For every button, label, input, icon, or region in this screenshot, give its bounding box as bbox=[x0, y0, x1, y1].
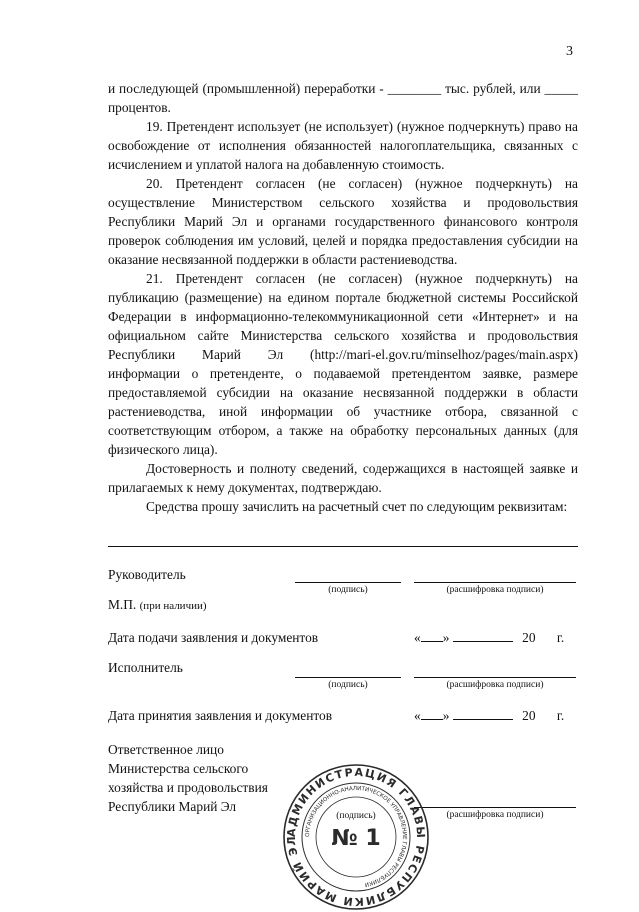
paragraph-continuation: и последующей (промышленной) переработки - ________ тыс. рублей, или _____ процентов. bbox=[108, 81, 578, 115]
head-decoding-caption: (расшифровка подписи) bbox=[446, 585, 544, 595]
day-blank[interactable] bbox=[421, 708, 443, 720]
day-blank[interactable] bbox=[421, 630, 443, 642]
paragraph-20-inspection-consent: 20. Претендент согласен (не согласен) (нужное подчеркнуть) на осуществление Министерством сельского хозяйства и продовольствия Республики Марий Эл и органами государственного финансового контроля проверок соблюдения им условий, целей и порядка предоставления субсидии на оказание несвязанной поддержки в области растениеводства. bbox=[108, 176, 578, 267]
date-open-quote: « bbox=[414, 630, 421, 645]
paragraph-19-vat-exemption: 19. Претендент использует (не использует) (нужное подчеркнуть) право на освобождение от исполнения обязанностей налогоплательщика, связанных с исчислением и уплатой налога на добавленную стоимость. bbox=[108, 119, 578, 172]
paragraph-bank-account-request: Средства прошу зачислить на расчетный счет по следующим реквизитам: bbox=[146, 499, 568, 514]
seal-mark bbox=[108, 597, 207, 613]
seal-mark-note: (при наличии) bbox=[139, 600, 207, 612]
head-label: Руководитель bbox=[108, 567, 186, 582]
stamp-center-number: № 1 bbox=[331, 826, 381, 851]
date-close-quote: » bbox=[442, 708, 450, 723]
year-suffix: г. bbox=[556, 708, 565, 723]
bank-details-line[interactable] bbox=[108, 546, 578, 547]
submission-date-field[interactable] bbox=[414, 630, 564, 646]
stamp-outer-text: АДМИНИСТРАЦИЯ ГЛАВЫ РЕСПУБЛИКИ МАРИЙ ЭЛ bbox=[284, 765, 428, 909]
official-decoding-caption: (расшифровка подписи) bbox=[446, 810, 544, 820]
paragraph-accuracy-confirmation: Достоверность и полноту сведений, содержащихся в настоящей заявке и прилагаемых к нему документах, подтверждаю. bbox=[108, 461, 578, 495]
month-blank[interactable] bbox=[453, 708, 513, 720]
official-signature-caption: (подпись) bbox=[336, 811, 376, 821]
executor-decoding-caption: (расшифровка подписи) bbox=[446, 680, 544, 690]
date-open-quote: « bbox=[414, 708, 421, 723]
page-number: 3 bbox=[566, 44, 573, 59]
acceptance-date-field[interactable] bbox=[414, 708, 564, 724]
official-line: Республики Марий Эл bbox=[108, 799, 237, 814]
executor-decoding-line[interactable] bbox=[414, 677, 576, 678]
submission-date-label: Дата подачи заявления и документов bbox=[108, 630, 319, 645]
executor-signature-line[interactable] bbox=[295, 677, 401, 678]
head-signature-caption: (подпись) bbox=[328, 585, 368, 595]
official-line: Министерства сельского bbox=[108, 761, 249, 776]
month-blank[interactable] bbox=[453, 630, 513, 642]
official-stamp bbox=[281, 762, 431, 912]
responsible-official-block bbox=[108, 740, 268, 816]
stamp-inner-text: ОРГАНИЗАЦИОННО-АНАЛИТИЧЕСКОЕ УПРАВЛЕНИЕ ГЛАВЫ РЕСПУБЛИКИ bbox=[304, 785, 408, 888]
executor-signature-caption: (подпись) bbox=[328, 680, 368, 690]
head-decoding-line[interactable] bbox=[414, 582, 576, 583]
head-signature-line[interactable] bbox=[295, 582, 401, 583]
executor-label: Исполнитель bbox=[108, 660, 183, 675]
official-decoding-line[interactable] bbox=[414, 807, 576, 808]
year-suffix: г. bbox=[556, 630, 565, 645]
year-prefix: 20 bbox=[522, 708, 536, 723]
official-line: Ответственное лицо bbox=[108, 742, 224, 757]
year-prefix: 20 bbox=[522, 630, 536, 645]
official-line: хозяйства и продовольствия bbox=[108, 780, 268, 795]
seal-mark-label: М.П. bbox=[108, 597, 137, 612]
document-body bbox=[108, 79, 578, 516]
date-close-quote: » bbox=[442, 630, 450, 645]
acceptance-date-label: Дата принятия заявления и документов bbox=[108, 708, 333, 723]
paragraph-21-publication-consent: 21. Претендент согласен (не согласен) (нужное подчеркнуть) на публикацию (размещение) на едином портале бюджетной системы Российской Федерации в информационно-телекоммуникационной сети «Интернет» и на официальном сайте Министерства сельского хозяйства и продовольствия Республики Марий Эл (http://mari-el.gov.ru/minselhoz/pages/main.aspx) информации о претенденте, о подаваемой претендентом заявке, размере предоставляемой субсидии на оказание несвязанной поддержки в области растениеводства, иной информации об участнике отбора, связанной с соответствующим отбором, а также на обработку персональных данных (для физического лица). bbox=[108, 271, 578, 457]
